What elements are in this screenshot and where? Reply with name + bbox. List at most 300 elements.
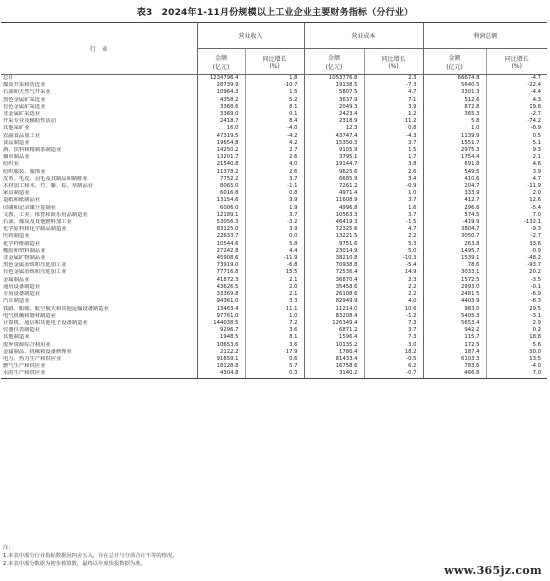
profit-amount-cell: 410.6 (423, 176, 486, 183)
revenue-amount-cell: 12189.1 (197, 212, 245, 219)
profit-amount-cell: 2993.0 (423, 284, 486, 291)
revenue-growth-cell: 0.6 (245, 356, 304, 363)
revenue-amount-header (197, 49, 245, 75)
cost-growth-cell: 11.2 (364, 118, 423, 125)
profit-growth-cell: 20.2 (486, 269, 547, 276)
cost-growth-cell: 2.3 (364, 75, 423, 83)
table-row (1, 75, 547, 83)
revenue-amount-cell: 43626.5 (197, 284, 245, 291)
revenue-growth-cell: 0.3 (245, 370, 304, 378)
profit-growth-cell: 9.3 (486, 147, 547, 154)
cost-amount-cell: 72536.4 (304, 269, 364, 276)
industry-name-cell: 化学原料和化学制品制造业 (1, 226, 197, 233)
cost-amount-cell: 43747.4 (304, 133, 364, 140)
industry-name-cell: 铁路、船舶、航空航天和其他运输设备制造业 (1, 306, 197, 313)
profit-amount-cell: 172.5 (423, 342, 486, 349)
revenue-growth-cell: 15.5 (245, 269, 304, 276)
revenue-amount-cell: 4358.2 (197, 97, 245, 104)
revenue-growth-cell: 1.0 (245, 313, 304, 320)
table-row (1, 306, 547, 313)
industry-name-cell: 金属制品业 (1, 277, 197, 284)
industry-name-cell: 计算机、通信和其他电子设备制造业 (1, 320, 197, 327)
industry-name-cell: 黑色金属冶炼和压延加工业 (1, 262, 197, 269)
cost-growth-cell: 5.3 (364, 241, 423, 248)
revenue-growth-cell: 0.0 (245, 233, 304, 240)
table-row (1, 140, 547, 147)
industry-name-cell: 仪器仪表制造业 (1, 327, 197, 334)
profit-amount-cell: 187.4 (423, 349, 486, 356)
industry-name-cell: 汽车制造业 (1, 298, 197, 305)
cost-growth-cell: -1.2 (364, 313, 423, 320)
cost-amount-cell: 1596.4 (304, 334, 364, 341)
cost-growth-cell: -0.9 (364, 183, 423, 190)
profit-growth-cell: 19.8 (486, 104, 547, 111)
industry-name-cell: 纺织服装、服饰业 (1, 169, 197, 176)
profit-amount-cell: 2481.5 (423, 291, 486, 298)
cost-amount-cell: 36870.4 (304, 277, 364, 284)
industry-name-cell: 医药制造业 (1, 233, 197, 240)
profit-growth-cell: -5.4 (486, 205, 547, 212)
table-row (1, 298, 547, 305)
cost-growth-cell: -7.3 (364, 82, 423, 89)
profit-growth-header (486, 49, 547, 75)
revenue-amount-cell: 19654.8 (197, 140, 245, 147)
cost-growth-cell: 4.7 (364, 89, 423, 96)
industry-name-cell: 通用设备制造业 (1, 284, 197, 291)
cost-amount-cell: 12.3 (304, 125, 364, 132)
profit-growth-cell: 0.5 (486, 133, 547, 140)
cost-growth-cell: 3.0 (364, 342, 423, 349)
profit-amount-cell: 1551.7 (423, 140, 486, 147)
profit-growth-cell: 29.5 (486, 306, 547, 313)
cost-growth-header (364, 49, 423, 75)
notes-label: 注： (3, 545, 14, 551)
table-row (1, 82, 547, 89)
profit-amount-cell: 66674.8 (423, 75, 486, 83)
revenue-growth-cell: -1.1 (245, 183, 304, 190)
profit-amount-cell: 3804.7 (423, 226, 486, 233)
table-row (1, 226, 547, 233)
profit-growth-cell: -4.0 (486, 363, 547, 370)
revenue-amount-cell: 6006.0 (197, 205, 245, 212)
profit-amount-cell: 5405.3 (423, 313, 486, 320)
cost-amount-cell: 82949.9 (304, 298, 364, 305)
profit-amount-cell: 783.6 (423, 363, 486, 370)
cost-growth-cell: -0.5 (364, 356, 423, 363)
profit-growth-cell: -3.1 (486, 313, 547, 320)
cost-amount-cell: 2423.4 (304, 111, 364, 118)
industry-name-cell: 农副食品加工业 (1, 133, 197, 140)
profit-growth-cell: -48.2 (486, 255, 547, 262)
profit-growth-cell: 4.3 (486, 97, 547, 104)
profit-growth-cell: 7.0 (486, 212, 547, 219)
profit-growth-cell: -3.5 (486, 277, 547, 284)
cost-growth-cell: 7.3 (364, 320, 423, 327)
cost-amount-cell: 1053776.8 (304, 75, 364, 83)
revenue-amount-cell: 94361.0 (197, 298, 245, 305)
industry-name-cell: 造纸和纸制品业 (1, 197, 197, 204)
industry-name-cell: 专用设备制造业 (1, 291, 197, 298)
table-row (1, 277, 547, 284)
profit-growth-cell: -74.2 (486, 118, 547, 125)
profit-growth-cell: 13.5 (486, 356, 547, 363)
table-row (1, 255, 547, 262)
revenue-amount-cell: 18128.8 (197, 363, 245, 370)
revenue-amount-cell: 1948.5 (197, 334, 245, 341)
profit-amount-cell: 3033.1 (423, 269, 486, 276)
cost-amount-cell: 126349.4 (304, 320, 364, 327)
cost-amount-cell: 3795.1 (304, 154, 364, 161)
revenue-growth-cell: 4.2 (245, 140, 304, 147)
profit-growth-cell: -0.9 (486, 248, 547, 255)
profit-growth-cell: 30.0 (486, 349, 547, 356)
profit-amount-cell: 5.8 (423, 118, 486, 125)
cost-growth-cell: 1.5 (364, 147, 423, 154)
cost-growth-cell: -4.3 (364, 133, 423, 140)
cost-amount-cell: 15350.3 (304, 140, 364, 147)
revenue-growth-cell: 3.6 (245, 327, 304, 334)
industry-name-cell: 电力、热力生产和供应业 (1, 356, 197, 363)
table-row (1, 97, 547, 104)
profit-amount-cell: 691.8 (423, 161, 486, 168)
cost-amount-cell: 3140.2 (304, 370, 364, 378)
revenue-growth-cell: 0.1 (245, 111, 304, 118)
revenue-amount-cell: 11378.2 (197, 169, 245, 176)
industry-name-cell: 食品制造业 (1, 140, 197, 147)
revenue-amount-cell: 45908.6 (197, 255, 245, 262)
industry-header: 行 业 (1, 23, 197, 75)
revenue-growth-cell: 3.9 (245, 226, 304, 233)
profit-growth-cell: 7.0 (486, 370, 547, 378)
table-row (1, 111, 547, 118)
revenue-amount-cell: 16.0 (197, 125, 245, 132)
profit-amount-cell: 466.8 (423, 370, 486, 378)
cost-amount-cell: 26108.6 (304, 291, 364, 298)
industry-name-cell: 石油和天然气开采业 (1, 89, 197, 96)
profit-amount-cell: 2975.3 (423, 147, 486, 154)
cost-amount-cell: 3637.9 (304, 97, 364, 104)
profit-amount-cell: 1572.5 (423, 277, 486, 284)
profit-amount-cell: 115.7 (423, 334, 486, 341)
industry-name-cell: 金属制品、机械和设备修理业 (1, 349, 197, 356)
table-row (1, 313, 547, 320)
revenue-amount-cell: 6016.8 (197, 190, 245, 197)
revenue-growth-cell: -3.2 (245, 219, 304, 226)
profit-growth-cell: -132.1 (486, 219, 547, 226)
revenue-amount-cell: 4304.8 (197, 370, 245, 378)
cost-amount-cell: 81433.4 (304, 356, 364, 363)
cost-header: 营业成本 (304, 23, 423, 49)
table-row (1, 241, 547, 248)
revenue-amount-cell: 9296.7 (197, 327, 245, 334)
revenue-growth-cell: 2.1 (245, 277, 304, 284)
table-row (1, 205, 547, 212)
cost-growth-cell: -0.7 (364, 370, 423, 378)
revenue-amount-cell: 2122.2 (197, 349, 245, 356)
table-row (1, 118, 547, 125)
industry-name-cell: 有色金属冶炼和压延加工业 (1, 269, 197, 276)
table-row (1, 284, 547, 291)
table-row (1, 212, 547, 219)
table-row (1, 154, 547, 161)
revenue-amount-cell: 22633.7 (197, 233, 245, 240)
profit-growth-cell: 2.9 (486, 320, 547, 327)
cost-growth-cell: 0.8 (364, 125, 423, 132)
cost-growth-cell: 5.0 (364, 248, 423, 255)
note-line: 1.本表中部分行业指标数据因四舍五入，存在总计与分项合计不等的情况。 (3, 553, 178, 559)
industry-name-cell: 其他采矿业 (1, 125, 197, 132)
cost-growth-cell: 1.7 (364, 154, 423, 161)
revenue-amount-cell: 10544.6 (197, 241, 245, 248)
revenue-amount-cell: 77716.8 (197, 269, 245, 276)
revenue-growth-cell: 5.7 (245, 363, 304, 370)
table-row (1, 219, 547, 226)
cost-amount-cell: 72325.6 (304, 226, 364, 233)
table-row (1, 370, 547, 378)
profit-amount-cell: 942.2 (423, 327, 486, 334)
cost-growth-cell: 2.3 (364, 277, 423, 284)
profit-amount-cell: 983.0 (423, 306, 486, 313)
cost-amount-cell: 1780.4 (304, 349, 364, 356)
revenue-amount-cell: 73919.0 (197, 262, 245, 269)
revenue-growth-cell: 4.4 (245, 248, 304, 255)
cost-growth-cell: 18.2 (364, 349, 423, 356)
profit-growth-cell: -2.7 (486, 111, 547, 118)
cost-growth-cell: 4.0 (364, 298, 423, 305)
revenue-growth-cell: 1.5 (245, 89, 304, 96)
cost-amount-cell: 11608.9 (304, 197, 364, 204)
profit-amount-cell: 1.0 (423, 125, 486, 132)
cost-amount-cell: 70938.8 (304, 262, 364, 269)
revenue-growth-cell: 8.1 (245, 104, 304, 111)
industry-name-cell: 木材加工和木、竹、藤、棕、草制品业 (1, 183, 197, 190)
growth-label: 同比增长 (%) (262, 55, 287, 70)
cost-growth-cell: 3.8 (364, 161, 423, 168)
industry-name-cell: 石油、煤炭及其他燃料加工业 (1, 219, 197, 226)
cost-amount-cell: 9105.9 (304, 147, 364, 154)
profit-amount-cell: 1539.1 (423, 255, 486, 262)
revenue-amount-cell: 14250.2 (197, 147, 245, 154)
profit-amount-cell: 3301.3 (423, 89, 486, 96)
profit-amount-cell: 5640.5 (423, 82, 486, 89)
profit-amount-cell: 5653.4 (423, 320, 486, 327)
cost-amount-cell: 4996.8 (304, 205, 364, 212)
cost-amount-cell: 9751.6 (304, 241, 364, 248)
profit-growth-cell: -9.3 (486, 226, 547, 233)
cost-amount-cell: 6871.2 (304, 327, 364, 334)
cost-growth-cell: 3.4 (364, 176, 423, 183)
cost-amount-cell: 10563.3 (304, 212, 364, 219)
cost-growth-cell: 2.2 (364, 291, 423, 298)
table-row (1, 190, 547, 197)
cost-growth-cell: -10.3 (364, 255, 423, 262)
cost-amount-cell: 83208.4 (304, 313, 364, 320)
table-row (1, 176, 547, 183)
industry-name-cell: 废弃资源综合利用业 (1, 342, 197, 349)
cost-growth-cell: 2.2 (364, 233, 423, 240)
revenue-amount-cell: 83125.0 (197, 226, 245, 233)
profit-growth-cell: -6.9 (486, 291, 547, 298)
note-line: 2.本表中部分数据为初步核算数，最终以年度快报数据为准。 (3, 561, 146, 567)
profit-growth-cell: 12.6 (486, 197, 547, 204)
revenue-amount-cell: 28739.9 (197, 82, 245, 89)
revenue-amount-cell: 13463.4 (197, 306, 245, 313)
revenue-amount-cell: 13201.7 (197, 154, 245, 161)
profit-growth-cell: 33.6 (486, 241, 547, 248)
profit-growth-cell: -11.9 (486, 183, 547, 190)
revenue-growth-cell: -4.0 (245, 125, 304, 132)
profit-amount-cell: 365.3 (423, 111, 486, 118)
table-row (1, 349, 547, 356)
revenue-amount-cell: 41872.3 (197, 277, 245, 284)
revenue-growth-cell: 5.2 (245, 97, 304, 104)
profit-growth-cell: 4.6 (486, 161, 547, 168)
cost-amount-cell: 16758.6 (304, 363, 364, 370)
industry-name-cell: 文教、工美、体育和娱乐用品制造业 (1, 212, 197, 219)
revenue-amount-cell: 53056.3 (197, 219, 245, 226)
revenue-amount-cell: 21540.8 (197, 161, 245, 168)
revenue-header: 营业收入 (197, 23, 304, 49)
profit-amount-cell: 574.5 (423, 212, 486, 219)
revenue-growth-cell: 3.6 (245, 342, 304, 349)
revenue-growth-cell: 11.1 (245, 306, 304, 313)
revenue-growth-cell: 0.8 (245, 190, 304, 197)
cost-growth-cell: 7.3 (364, 334, 423, 341)
profit-growth-cell: -22.4 (486, 82, 547, 89)
table-row (1, 327, 547, 334)
profit-growth-cell: -4.4 (486, 89, 547, 96)
cost-growth-cell: 2.2 (364, 284, 423, 291)
revenue-amount-cell: 33369.8 (197, 291, 245, 298)
cost-growth-cell: 10.6 (364, 306, 423, 313)
profit-amount-cell: 1139.9 (423, 133, 486, 140)
industry-name-cell: 烟草制品业 (1, 154, 197, 161)
cost-amount-cell: 13221.5 (304, 233, 364, 240)
revenue-growth-cell: 7.2 (245, 320, 304, 327)
revenue-growth-cell: 5.8 (245, 241, 304, 248)
cost-growth-cell: 14.9 (364, 269, 423, 276)
revenue-growth-cell: 17.9 (245, 349, 304, 356)
table-row (1, 363, 547, 370)
cost-amount-cell: 35458.6 (304, 284, 364, 291)
revenue-amount-cell: 97761.0 (197, 313, 245, 320)
revenue-growth-header (245, 49, 304, 75)
cost-growth-cell: 6.2 (364, 363, 423, 370)
profit-growth-cell: -8.3 (486, 298, 547, 305)
revenue-amount-cell: 3368.6 (197, 104, 245, 111)
cost-growth-cell: 1.6 (364, 205, 423, 212)
table-row (1, 161, 547, 168)
cost-growth-cell: 3.7 (364, 212, 423, 219)
revenue-growth-cell: 3.9 (245, 197, 304, 204)
profit-growth-cell: -0.1 (486, 284, 547, 291)
table-row (1, 125, 547, 132)
revenue-growth-cell: 1.9 (245, 205, 304, 212)
cost-growth-cell: 1.2 (364, 111, 423, 118)
profit-growth-cell: 4.7 (486, 176, 547, 183)
revenue-amount-cell: 7752.2 (197, 176, 245, 183)
industry-name-cell: 燃气生产和供应业 (1, 363, 197, 370)
table-row (1, 197, 547, 204)
cost-amount-cell: 7261.2 (304, 183, 364, 190)
revenue-amount-cell: 10653.6 (197, 342, 245, 349)
industry-name-cell: 水的生产和供应业 (1, 370, 197, 378)
table-row (1, 104, 547, 111)
revenue-growth-cell: 2.0 (245, 284, 304, 291)
revenue-amount-cell: 144038.5 (197, 320, 245, 327)
cost-amount-cell: 19138.5 (304, 82, 364, 89)
cost-amount-cell: 9625.6 (304, 169, 364, 176)
cost-growth-cell: 4.7 (364, 226, 423, 233)
revenue-growth-cell: 3.7 (245, 176, 304, 183)
cost-growth-cell: 3.7 (364, 197, 423, 204)
growth-label: 同比增长 (%) (504, 55, 529, 70)
profit-amount-cell: 204.7 (423, 183, 486, 190)
table-title: 表3 2024年1-11月份规模以上工业企业主要财务指标（分行业） (136, 8, 414, 18)
table-row (1, 133, 547, 140)
profit-amount-cell: 412.7 (423, 197, 486, 204)
cost-amount-cell: 46419.3 (304, 219, 364, 226)
cost-amount-cell: 11214.0 (304, 306, 364, 313)
revenue-amount-cell: 47319.5 (197, 133, 245, 140)
profit-growth-cell: 5.6 (486, 342, 547, 349)
revenue-growth-cell: 2.6 (245, 154, 304, 161)
cost-amount-cell: 5807.5 (304, 89, 364, 96)
profit-growth-cell: 2.0 (486, 190, 547, 197)
profit-header: 利润总额 (423, 23, 547, 49)
revenue-growth-cell: 8.1 (245, 334, 304, 341)
profit-growth-cell: -4.7 (486, 75, 547, 83)
amount-label: 金额 (亿元) (325, 54, 343, 71)
profit-amount-cell: 6103.3 (423, 356, 486, 363)
profit-amount-cell: 333.9 (423, 190, 486, 197)
amount-label: 金额 (亿元) (446, 54, 463, 71)
revenue-growth-cell: -6.8 (245, 262, 304, 269)
industry-name-cell: 煤炭开采和洗选业 (1, 82, 197, 89)
cost-growth-cell: 3.9 (364, 104, 423, 111)
profit-growth-cell: 2.1 (486, 154, 547, 161)
profit-amount-cell: 1754.4 (423, 154, 486, 161)
industry-name-cell: 有色金属矿采选业 (1, 104, 197, 111)
table-row (1, 291, 547, 298)
profit-amount-cell: 263.8 (423, 241, 486, 248)
cost-amount-cell: 2318.9 (304, 118, 364, 125)
industry-name-cell: 非金属矿物制品业 (1, 255, 197, 262)
profit-amount-cell: 4403.9 (423, 298, 486, 305)
industry-name-cell: 皮革、毛皮、羽毛及其制品和制鞋业 (1, 176, 197, 183)
profit-growth-cell: 3.9 (486, 169, 547, 176)
profit-amount-cell: 78.6 (423, 262, 486, 269)
revenue-amount-cell: 10964.3 (197, 89, 245, 96)
table-row (1, 169, 547, 176)
revenue-amount-cell: 13154.6 (197, 197, 245, 204)
industry-name-cell: 橡胶和塑料制品业 (1, 248, 197, 255)
industry-name-cell: 印刷和记录媒介复制业 (1, 205, 197, 212)
revenue-growth-cell: 2.6 (245, 169, 304, 176)
industry-name-cell: 纺织业 (1, 161, 197, 168)
table-row (1, 233, 547, 240)
amount-label: 金额 (亿元) (212, 54, 230, 71)
table-body (1, 75, 547, 379)
industry-name-cell: 化学纤维制造业 (1, 241, 197, 248)
revenue-growth-cell: -4.2 (245, 133, 304, 140)
table-row (1, 89, 547, 96)
table-row (1, 320, 547, 327)
industry-name-cell: 电气机械和器材制造业 (1, 313, 197, 320)
cost-growth-cell: 3.7 (364, 140, 423, 147)
cost-amount-cell: 2049.3 (304, 104, 364, 111)
cost-amount-cell: 23014.9 (304, 248, 364, 255)
